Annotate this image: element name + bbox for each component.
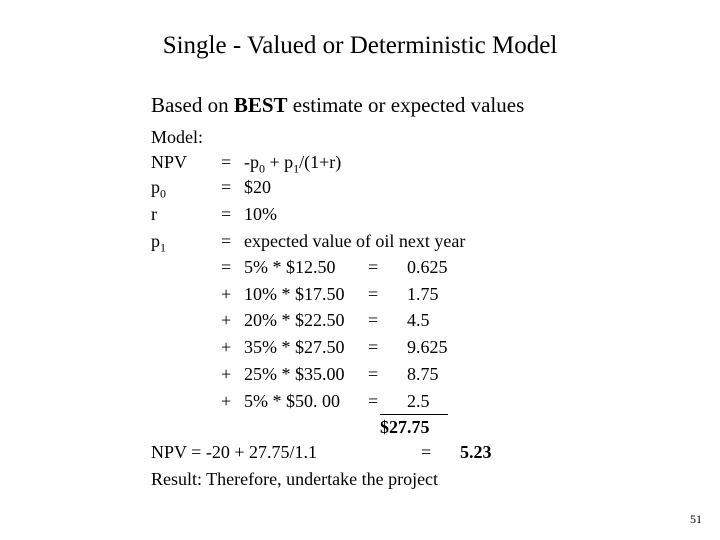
- term-value: 4.5: [407, 310, 430, 330]
- term-value: 8.75: [407, 364, 439, 384]
- term-value: 2.5: [407, 391, 430, 411]
- def-label-npv: [151, 151, 187, 173]
- term-op: +: [221, 337, 232, 357]
- term-value: 0.625: [407, 257, 448, 277]
- def-label-p1: [151, 230, 166, 255]
- def-label-sub: 1: [160, 240, 166, 255]
- sum-divider: [380, 414, 448, 415]
- term-op: +: [221, 284, 232, 304]
- slide-subtitle: [151, 92, 524, 118]
- term-op: +: [221, 364, 232, 384]
- term-expr: 20% * $22.50: [244, 310, 345, 330]
- term-expr: 25% * $35.00: [244, 364, 345, 384]
- def-label-p0: [151, 176, 166, 201]
- def-op: =: [221, 152, 232, 172]
- def-op: =: [221, 204, 232, 224]
- def-op: =: [221, 231, 232, 251]
- term-eq: =: [368, 284, 379, 304]
- subtitle-suffix: estimate or expected values: [287, 93, 525, 117]
- def-op: =: [221, 177, 232, 197]
- expr-part: /(1+r): [299, 152, 342, 172]
- subtitle-bold: BEST: [233, 93, 288, 117]
- model-heading: Model:: [151, 127, 203, 147]
- term-op: =: [221, 257, 232, 277]
- npv-calculation: NPV = -20 + 27.75/1.1: [151, 442, 317, 462]
- def-label-text: p: [151, 231, 160, 251]
- expr-sub: 1: [293, 161, 300, 176]
- def-expr-p0: $20: [244, 177, 271, 197]
- term-value: 9.625: [407, 337, 448, 357]
- term-eq: =: [368, 257, 379, 277]
- def-expr-p1: expected value of oil next year: [244, 231, 466, 251]
- term-eq: =: [368, 364, 379, 384]
- term-op: +: [221, 310, 232, 330]
- result-text: Result: Therefore, undertake the project: [151, 469, 439, 489]
- expr-sub: 0: [259, 161, 265, 176]
- def-expr-r: 10%: [244, 204, 277, 224]
- term-value: 1.75: [407, 284, 439, 304]
- term-eq: =: [368, 310, 379, 330]
- expected-total: $27.75: [380, 417, 430, 437]
- subtitle-prefix: Based on: [151, 93, 234, 117]
- term-expr: 35% * $27.50: [244, 337, 345, 357]
- term-expr: 5% * $50. 00: [244, 391, 340, 411]
- term-expr: 10% * $17.50: [244, 284, 345, 304]
- npv-eq: =: [421, 442, 432, 462]
- def-label-sub: 0: [160, 186, 166, 201]
- term-expr: 5% * $12.50: [244, 257, 336, 277]
- def-label-text: p: [151, 177, 160, 197]
- term-op: +: [221, 391, 232, 411]
- def-label-r: r: [151, 204, 157, 224]
- npv-value: 5.23: [460, 442, 492, 462]
- expr-part: -p: [244, 152, 259, 172]
- slide-title: Single - Valued or Deterministic Model: [162, 32, 558, 59]
- page-number: 51: [690, 512, 702, 526]
- def-expr-npv: [244, 151, 342, 176]
- def-label-text: NPV: [151, 152, 188, 172]
- term-eq: =: [368, 391, 379, 411]
- term-eq: =: [368, 337, 379, 357]
- expr-part: + p: [265, 152, 294, 172]
